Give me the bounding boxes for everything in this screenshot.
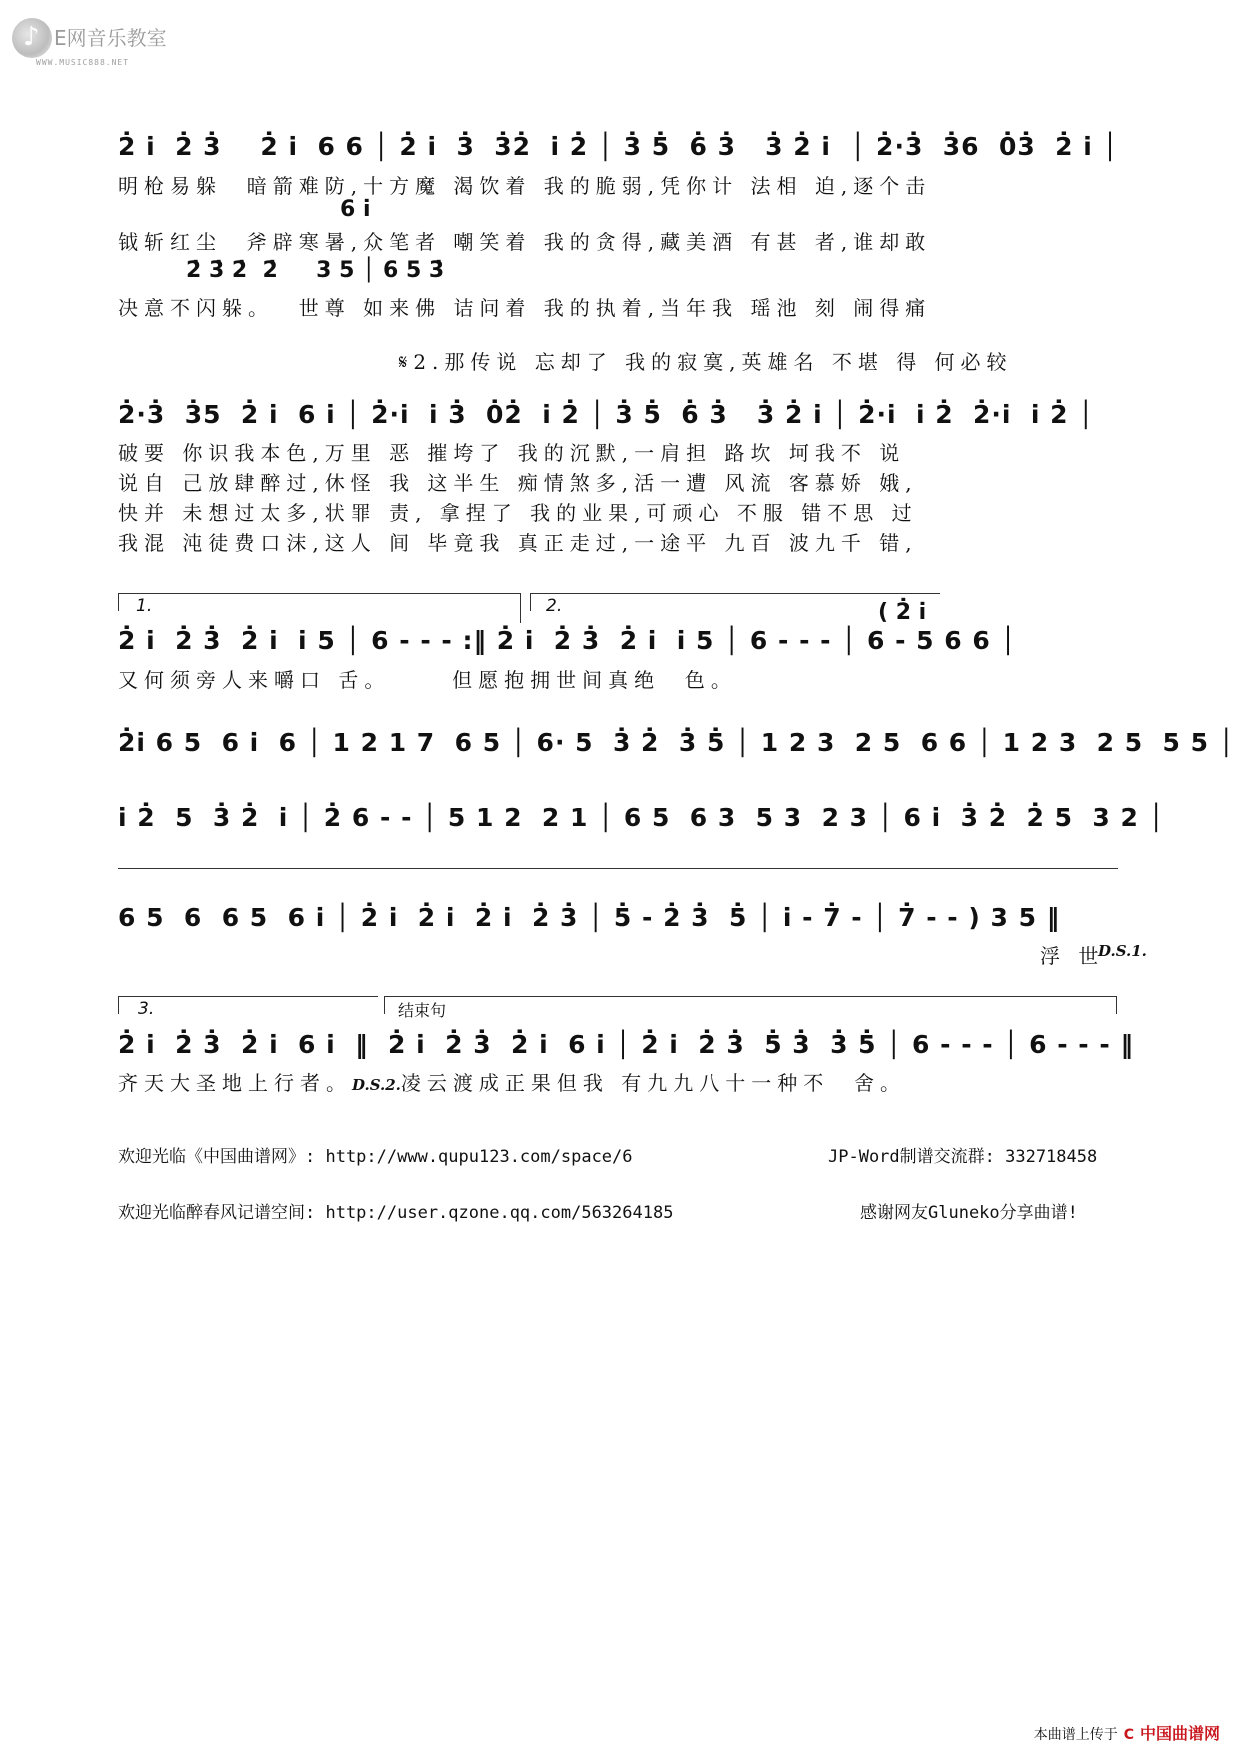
lyric-verse-3: 决意不闪躲。 世尊 如来佛 诘问着 我的执着,当年我 瑶池 刻 闹得痛 [118, 296, 932, 320]
ds-1-mark: D.S.1. [1098, 942, 1147, 960]
upload-credit-prefix: 本曲谱上传于 [1033, 1727, 1118, 1743]
coda-bracket-end [1116, 996, 1117, 1014]
footer-qzone-link[interactable]: 欢迎光临醉春风记谱空间: http://user.qzone.qq.com/563264185 [118, 1203, 674, 1223]
lyric-verse-2: 钺斩红尘 斧辟寒暑,众笔者 嘲笑着 我的贪得,藏美酒 有甚 者,谁却敢 [118, 230, 932, 254]
lyric-verse-4-text: 那传说 忘却了 我的寂寞,英雄名 不堪 得 何必较 [444, 350, 1013, 374]
qupu-brand-icon: C [1123, 1727, 1134, 1743]
lyric-final [118, 1067, 906, 1096]
staff-system-3: 2̇ i̇ 2̇ 3̇ 2̇ i̇ i̇ 5 │ 6 - - - :‖ 2̇ i̇ 2̇ 3̇ 2̇ i̇ i̇ 5 │ 6 - - - │ 6 - 5 6 6 │ [118, 626, 1017, 655]
lyric-verse-1: 明枪易躲 暗箭难防,十方魔 渴饮着 我的脆弱,凭你计 法相 迫,逐个击 [118, 174, 932, 198]
lyric-final-b: 凌云渡成正果但我 有九九八十一种不 舍。 [400, 1071, 906, 1095]
volta-bracket-1-end [520, 593, 521, 623]
footer-qq-group: JP-Word制谱交流群: 332718458 [828, 1147, 1098, 1167]
volta-bracket-2-tick [530, 593, 531, 611]
lyric-line-2-4: 我混 沌徒费口沫,这人 间 毕竟我 真正走过,一途平 九百 波九千 错, [118, 531, 918, 555]
melody-overlay-2: 2̇ 3̇ 2̇ 2̇ 3 5 │ 6 5 3̇ [186, 258, 445, 283]
volta-bracket-1-tick [118, 593, 119, 611]
staff-system-6: 6 5 6 6 5 6 i̇ │ 2̇ i̇ 2̇ i̇ 2̇ i̇ 2̇ 3̇ │ 5̇ - 2̇ 3̇ 5̇ │ i̇ - 7̇ - │ 7̇ - - ) 3 5 ‖ [118, 903, 1061, 932]
staff-system-1: 2̇ i̇ 2̇ 3̇ 2̇ i̇ 6 6 │ 2̇ i̇ 3̇ 3̇2̇ i̇ 2̇ │ 3̇ 5̇ 6̇ 3̇ 3̇ 2̇ i̇ │ 2̇·3̇ 3̇6 0̇3̇ 2̇ i̇ │ [118, 132, 1119, 161]
lyric-ending: 又何须旁人来嚼口 舌。 但愿抱拥世间真绝 色。 [118, 668, 737, 692]
melody-overlay-1: 6 i̇ [340, 197, 371, 222]
interlude-start-overlay: ( 2̇ i̇ [878, 600, 927, 625]
lyric-fushi: 浮 世 [1040, 944, 1105, 968]
lyric-line-2-1: 破要 你识我本色,万里 恶 摧垮了 我的沉默,一肩担 路坎 坷我不 说 [118, 441, 906, 465]
ds-2-mark: D.S.2. [352, 1076, 401, 1094]
music-note-logo-icon [12, 18, 52, 58]
volta-bracket-1 [118, 593, 520, 594]
lyric-verse-4 [374, 322, 1013, 375]
volta-bracket-3-tick [118, 996, 119, 1014]
coda-bracket [384, 996, 1116, 997]
volta-bracket-2 [530, 593, 940, 594]
footer-qupu-link[interactable]: 欢迎光临《中国曲谱网》: http://www.qupu123.com/space/6 [118, 1147, 633, 1167]
interlude-bracket-line [118, 868, 1118, 869]
lyric-line-2-2: 说自 己放肆醉过,休怪 我 这半生 痴情煞多,活一遭 风流 客慕娇 娥, [118, 471, 918, 495]
volta-bracket-3 [118, 996, 378, 997]
coda-label: 结束句 [398, 1001, 447, 1020]
staff-system-2: 2̇·3̇ 3̇5 2̇ i̇ 6 i̇ │ 2̇·i̇ i̇ 3̇ 0̇2̇ i̇ 2̇ │ 3̇ 5̇ 6̇ 3̇ 3̇ 2̇ i̇ │ 2̇·i̇ i̇ 2̇ 2̇·i̇ i̇ 2̇ │ [118, 400, 1095, 429]
watermark-title: E网音乐教室 [54, 26, 167, 50]
staff-system-5: i̇ 2̇ 5 3̇ 2̇ i̇ │ 2̇ 6 - - │ 5 1 2 2 1 │ 6 5 6 3 5 3 2 3 │ 6 i̇ 3̇ 2̇ 2̇ 5 3 2 │ [118, 803, 1165, 832]
staff-system-7: 2̇ i̇ 2̇ 3̇ 2̇ i̇ 6 i̇ ‖ 2̇ i̇ 2̇ 3̇ 2̇ i̇ 6 i̇ │ 2̇ i̇ 2̇ 3̇ 5̇ 3̇ 3̇ 5̇ │ 6 - - - │ 6 - - - ‖ [118, 1030, 1134, 1059]
ending-3-label: 3. [138, 999, 155, 1019]
site-watermark [6, 18, 176, 74]
ending-2-label: 2. [546, 596, 563, 616]
ending-1-label: 1. [136, 596, 153, 616]
lyric-final-a: 齐天大圣地上行者。 [118, 1071, 352, 1095]
footer-thanks: 感谢网友Gluneko分享曲谱! [860, 1203, 1078, 1223]
segno-mark-icon: 𝄋2. [398, 350, 445, 374]
upload-credit [1034, 1721, 1220, 1744]
staff-system-4: 2̇i̇ 6 5 6 i̇ 6 │ 1 2 1 7 6 5 │ 6· 5 3̇ 2̇ 3̇ 5̇ │ 1 2 3 2 5 6 6 │ 1 2 3 2 5 5 5 │ [118, 728, 1235, 757]
coda-bracket-tick [384, 996, 385, 1014]
lyric-line-2-3: 快并 未想过太多,状罪 责, 拿捏了 我的业果,可顽心 不服 错不思 过 [118, 501, 918, 525]
watermark-url: WWW.MUSIC888.NET [36, 58, 130, 67]
qupu-brand-name[interactable]: 中国曲谱网 [1139, 1724, 1220, 1743]
